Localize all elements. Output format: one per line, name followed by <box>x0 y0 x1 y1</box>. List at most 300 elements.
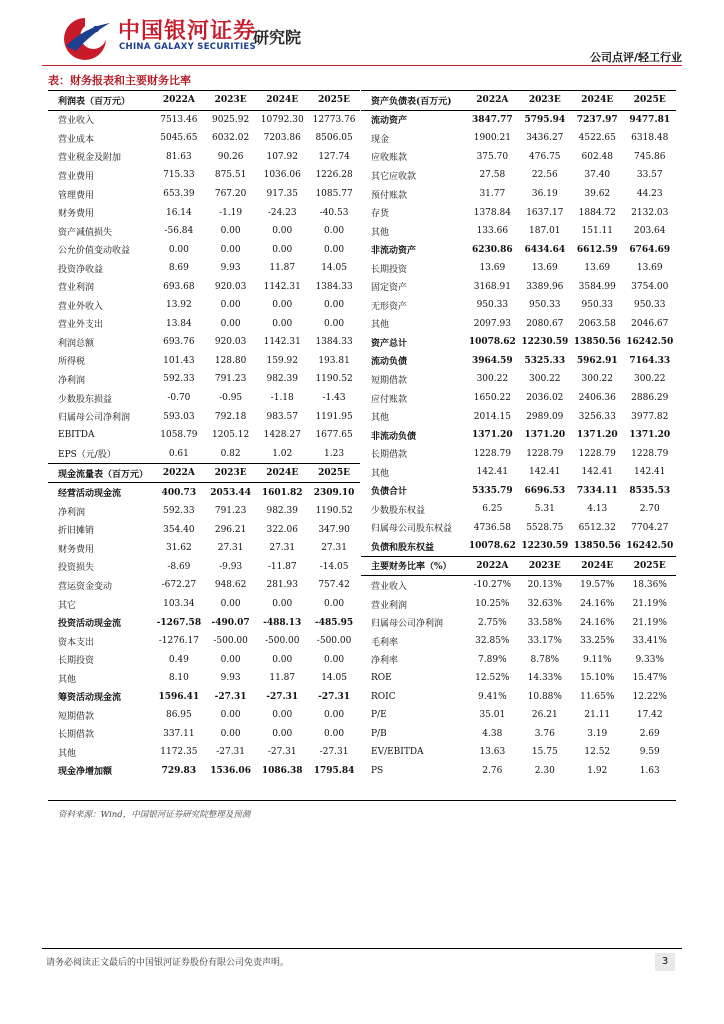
row-value: 3389.96 <box>526 281 564 292</box>
table-row <box>361 500 676 519</box>
row-value: 1190.52 <box>315 506 353 517</box>
row-value: 3977.82 <box>631 411 669 422</box>
row-value: 36.19 <box>531 189 558 199</box>
table-row <box>361 277 676 296</box>
row-value: 3436.27 <box>526 133 564 144</box>
table-row <box>48 725 360 744</box>
row-label: 其他 <box>371 468 390 479</box>
row-value: 1190.52 <box>315 374 353 385</box>
row-value: -500.00 <box>213 636 248 647</box>
row-label: 资产减值损失 <box>58 227 113 238</box>
table-row <box>361 222 676 241</box>
row-value: 745.86 <box>634 151 666 162</box>
source-note: 资料来源：Wind，中国银河证券研究院整理及预测 <box>58 810 251 820</box>
row-value: 0.00 <box>220 318 241 329</box>
row-value: 4736.58 <box>473 522 511 533</box>
row-label: 现金 <box>371 134 390 145</box>
row-value: 920.03 <box>214 337 247 348</box>
year-header: 2025E <box>308 91 360 111</box>
row-value: 950.33 <box>634 300 666 311</box>
row-value: 5045.65 <box>160 133 198 144</box>
row-value: 592.33 <box>163 374 195 385</box>
row-value: 9025.92 <box>212 114 250 125</box>
row-label: 短期借款 <box>371 375 408 386</box>
row-value: -11.87 <box>267 561 297 572</box>
table-row <box>361 632 676 651</box>
row-value: 1371.20 <box>524 430 566 441</box>
table-row <box>48 521 360 540</box>
section-title: 利润表（百万元） <box>48 91 153 111</box>
row-value: -500.00 <box>316 636 352 647</box>
row-value: 193.81 <box>318 355 350 366</box>
row-value: 0.00 <box>272 710 293 721</box>
table-row <box>361 352 676 371</box>
row-label: 非流动资产 <box>371 246 417 257</box>
row-value: -500.00 <box>264 636 300 647</box>
row-value: 15.75 <box>531 747 558 758</box>
row-value: 400.73 <box>161 487 197 498</box>
table-row <box>48 129 360 148</box>
section-header-row <box>48 91 360 111</box>
table-row <box>361 185 676 204</box>
row-value: 2053.44 <box>210 487 251 498</box>
row-value: 86.95 <box>165 710 192 721</box>
row-value: 1371.20 <box>629 430 671 441</box>
row-label: 投资净收益 <box>58 264 104 275</box>
row-value: 27.58 <box>479 170 506 181</box>
row-value: 14.05 <box>321 673 347 684</box>
row-value: 1228.79 <box>473 448 511 459</box>
row-value: 5325.33 <box>524 355 566 366</box>
row-value: -1.43 <box>322 393 346 404</box>
table-row <box>361 725 676 744</box>
table-row <box>361 203 676 222</box>
row-value: -8.69 <box>167 561 191 572</box>
row-value: -9.93 <box>219 561 243 572</box>
row-value: 44.23 <box>636 189 663 199</box>
row-value: 32.63% <box>527 599 562 610</box>
row-value: 10.88% <box>527 691 562 702</box>
row-value: -27.31 <box>267 747 297 758</box>
table-row <box>48 389 360 408</box>
row-value: 375.70 <box>476 151 509 162</box>
table-row <box>361 650 676 669</box>
row-value: -0.95 <box>219 393 243 404</box>
row-value: 476.75 <box>529 151 561 162</box>
row-label: 少数股东损益 <box>58 394 113 405</box>
table-row <box>48 277 360 296</box>
row-value: 142.41 <box>581 467 614 478</box>
row-value: 7704.27 <box>631 522 669 533</box>
row-value: 2097.93 <box>473 318 511 329</box>
row-value: 347.90 <box>318 524 350 535</box>
row-label: 经营活动现金流 <box>58 489 122 500</box>
row-value: 7.89% <box>478 654 507 665</box>
row-value: 1900.21 <box>473 133 511 144</box>
row-value: 602.48 <box>581 151 614 162</box>
row-value: 950.33 <box>476 300 509 311</box>
row-value: 21.19% <box>632 617 667 628</box>
row-value: -27.31 <box>318 691 351 702</box>
row-value: 24.16% <box>580 617 615 628</box>
row-label: 营业收入 <box>58 116 95 127</box>
table-row <box>361 166 676 185</box>
row-value: 128.80 <box>214 355 247 366</box>
row-value: 159.92 <box>266 355 298 366</box>
table-row <box>48 370 360 389</box>
row-label: 毛利率 <box>371 637 399 648</box>
row-value: 9.59 <box>639 747 660 758</box>
row-value: 0.49 <box>168 654 189 665</box>
row-value: 12.52% <box>475 673 510 684</box>
year-header: 2022A <box>466 91 518 111</box>
row-value: 4.13 <box>587 504 608 515</box>
row-value: -27.31 <box>216 747 246 758</box>
row-value: -27.31 <box>266 691 299 702</box>
row-value: 0.00 <box>168 244 189 255</box>
row-value: 0.00 <box>324 226 345 237</box>
row-value: 24.16% <box>580 599 615 610</box>
row-value: 0.00 <box>220 226 241 237</box>
row-value: 1205.12 <box>212 430 250 441</box>
row-value: 27.31 <box>269 543 296 554</box>
row-value: 8506.05 <box>315 133 353 144</box>
row-value: 0.61 <box>168 448 189 459</box>
table-row <box>48 502 360 521</box>
row-value: 0.00 <box>220 728 241 739</box>
row-label: 资本支出 <box>58 637 95 648</box>
row-value: 6318.48 <box>631 133 669 144</box>
row-value: 2886.29 <box>631 393 669 404</box>
table-row <box>361 259 676 278</box>
row-value: 2014.15 <box>473 411 511 422</box>
row-value: 0.82 <box>220 448 241 459</box>
table-section <box>361 91 676 557</box>
table-row <box>48 240 360 259</box>
row-value: 27.31 <box>321 543 347 554</box>
row-value: 13.69 <box>531 263 558 274</box>
table-row <box>48 333 360 352</box>
table-bottom-rule <box>48 800 676 801</box>
table-row <box>361 688 676 707</box>
table-row <box>48 762 360 781</box>
table-row <box>48 650 360 669</box>
row-value: 0.00 <box>220 244 241 255</box>
row-value: 1.92 <box>587 765 608 776</box>
row-value: 1536.06 <box>210 765 251 776</box>
table-row <box>48 632 360 651</box>
row-value: 22.56 <box>531 170 558 181</box>
row-value: 983.57 <box>266 411 298 422</box>
row-label: 少数股东权益 <box>371 505 426 516</box>
row-label: 长期借款 <box>371 450 408 461</box>
row-value: 300.22 <box>634 374 666 385</box>
row-value: 0.00 <box>324 244 345 255</box>
row-value: 982.39 <box>266 374 298 385</box>
row-label: 负债和股东权益 <box>371 542 435 553</box>
table-row <box>48 148 360 167</box>
row-value: 10.25% <box>475 599 510 610</box>
row-value: 1384.33 <box>315 337 353 348</box>
row-label: 管理费用 <box>58 190 95 201</box>
row-value: 592.33 <box>163 506 195 517</box>
section-title: 主要财务比率（%） <box>361 556 466 576</box>
row-value: 17.42 <box>636 710 663 721</box>
row-label: 筹资活动现金流 <box>58 693 122 704</box>
row-value: 1884.72 <box>578 207 616 218</box>
row-value: 0.00 <box>272 728 293 739</box>
year-header: 2023E <box>205 91 256 111</box>
row-value: 693.68 <box>163 281 195 292</box>
table-section <box>48 463 360 780</box>
institute-label: 研究院 <box>253 28 302 47</box>
row-label: 应付账款 <box>371 394 408 405</box>
row-value: 2.75% <box>478 617 507 628</box>
row-value: -10.27% <box>473 580 511 591</box>
row-value: 20.13% <box>527 580 562 591</box>
row-label: 营业税金及附加 <box>58 153 122 164</box>
row-value: 0.00 <box>324 300 345 311</box>
table-row <box>48 613 360 632</box>
row-value: 2063.58 <box>578 318 616 329</box>
row-value: 2309.10 <box>313 487 355 498</box>
row-value: 13850.56 <box>573 541 621 552</box>
row-value: 142.41 <box>634 467 666 478</box>
table-row <box>48 539 360 558</box>
row-value: 13.92 <box>165 300 192 311</box>
row-value: 7203.86 <box>263 133 301 144</box>
table-row <box>361 444 676 463</box>
table-row <box>361 481 676 500</box>
row-value: 103.34 <box>163 599 195 610</box>
row-value: 31.77 <box>479 189 506 199</box>
row-value: 2.69 <box>639 728 660 739</box>
table-row <box>48 407 360 426</box>
row-value: 90.26 <box>217 151 244 162</box>
table-row <box>361 426 676 445</box>
row-value: 1226.28 <box>315 170 353 181</box>
table-row <box>361 370 676 389</box>
row-value: 6032.02 <box>212 133 250 144</box>
row-value: 0.00 <box>220 300 241 311</box>
row-label: 营运资金变动 <box>58 581 113 592</box>
row-value: 1795.84 <box>313 765 355 776</box>
table-row <box>48 110 360 129</box>
row-value: 948.62 <box>214 580 247 591</box>
row-value: 81.63 <box>165 151 192 162</box>
row-value: 16242.50 <box>626 541 674 552</box>
row-value: 2989.09 <box>526 411 564 422</box>
row-value: 16242.50 <box>626 337 674 348</box>
row-label: 其他 <box>371 227 390 238</box>
row-value: 3.76 <box>534 728 555 739</box>
row-value: 19.57% <box>580 580 615 591</box>
year-header: 2022A <box>466 556 518 576</box>
row-value: -27.31 <box>319 747 349 758</box>
row-value: 33.17% <box>527 636 562 647</box>
row-value: 729.83 <box>161 765 197 776</box>
row-label: 投资活动现金流 <box>58 619 122 630</box>
row-label: 投资损失 <box>58 563 95 574</box>
table-row <box>48 185 360 204</box>
table-row <box>48 352 360 371</box>
row-value: 12.52 <box>584 747 611 758</box>
row-value: 1637.17 <box>526 207 564 218</box>
row-value: 187.01 <box>529 226 561 237</box>
row-label: 其他 <box>371 320 390 331</box>
row-label: 营业利润 <box>371 600 408 611</box>
row-value: 9.33% <box>635 654 665 665</box>
row-value: 9.93 <box>220 673 241 684</box>
row-value: 33.57 <box>636 170 663 181</box>
row-value: 1371.20 <box>471 430 513 441</box>
row-value: 7164.33 <box>629 355 671 366</box>
row-value: 3.19 <box>587 728 608 739</box>
row-value: 767.20 <box>214 189 247 199</box>
row-value: 203.64 <box>634 226 666 237</box>
table-row <box>48 706 360 725</box>
row-label: 归属母公司净利润 <box>58 413 131 424</box>
row-value: 15.47% <box>632 673 667 684</box>
row-label: 应收账款 <box>371 153 408 164</box>
row-value: 10792.30 <box>260 114 304 125</box>
row-value: 18.36% <box>632 580 667 591</box>
row-value: 2046.67 <box>631 318 669 329</box>
row-value: 322.06 <box>266 524 298 535</box>
row-label: 公允价值变动收益 <box>58 246 131 257</box>
row-value: 11.87 <box>269 673 296 684</box>
row-value: 13.69 <box>479 263 506 274</box>
row-value: 39.62 <box>584 189 611 199</box>
row-value: 5335.79 <box>471 485 513 496</box>
table-row <box>361 463 676 482</box>
row-value: 7513.46 <box>160 114 198 125</box>
table-row <box>361 519 676 538</box>
row-value: 982.39 <box>266 506 298 517</box>
table-row <box>361 129 676 148</box>
row-label: 负债合计 <box>371 487 408 498</box>
row-value: 0.00 <box>324 318 345 329</box>
row-value: -0.70 <box>167 393 191 404</box>
row-value: -27.31 <box>214 691 247 702</box>
row-label: 净利润 <box>58 375 86 386</box>
row-value: -1267.58 <box>156 617 202 628</box>
row-value: 1228.79 <box>631 448 669 459</box>
row-label: EBITDA <box>58 430 95 441</box>
row-value: 300.22 <box>529 374 561 385</box>
year-header: 2023E <box>519 556 571 576</box>
row-value: 1384.33 <box>315 281 353 292</box>
table-row <box>48 669 360 688</box>
row-value: 3168.91 <box>473 281 511 292</box>
section-title: 资产负债表(百万元) <box>361 91 466 111</box>
row-value: 917.35 <box>266 189 298 199</box>
row-value: 6512.32 <box>578 522 616 533</box>
row-value: 6696.53 <box>524 485 566 496</box>
brand-name-cn: 中国银河证券 <box>118 19 257 44</box>
table-row <box>48 558 360 577</box>
row-value: 0.00 <box>324 728 345 739</box>
row-label: 其他 <box>58 748 77 759</box>
row-value: 653.39 <box>163 189 195 199</box>
row-value: 31.62 <box>165 543 192 554</box>
table-row <box>361 240 676 259</box>
table-row <box>48 203 360 222</box>
row-value: 14.05 <box>321 263 347 274</box>
row-value: 32.85% <box>475 636 510 647</box>
row-label: 其他 <box>371 413 390 424</box>
row-value: 337.11 <box>163 728 195 739</box>
row-value: 1058.79 <box>160 430 198 441</box>
row-value: 1596.41 <box>158 691 200 702</box>
row-value: 13.69 <box>636 263 663 274</box>
row-label: 预付账款 <box>371 190 408 201</box>
row-value: 3847.77 <box>471 114 513 125</box>
row-value: 2132.03 <box>631 207 669 218</box>
row-value: 1086.38 <box>261 765 303 776</box>
row-value: 11.65% <box>580 691 615 702</box>
table-section <box>361 556 676 780</box>
row-value: 2036.02 <box>526 393 564 404</box>
row-value: 0.00 <box>324 599 345 610</box>
row-value: 21.11 <box>584 710 611 721</box>
row-label: 现金净增加额 <box>58 767 113 778</box>
row-value: 6434.64 <box>524 244 566 255</box>
table-row <box>48 688 360 707</box>
row-value: 8535.53 <box>629 485 671 496</box>
row-value: 1378.84 <box>473 207 511 218</box>
row-value: 1036.06 <box>263 170 301 181</box>
row-value: 9477.81 <box>629 114 671 125</box>
row-value: -14.05 <box>319 561 349 572</box>
row-value: 13.84 <box>165 318 192 329</box>
row-label: 财务费用 <box>58 209 95 220</box>
row-value: 4522.65 <box>578 133 616 144</box>
row-value: -24.23 <box>267 207 297 218</box>
row-value: 2.70 <box>639 504 660 515</box>
row-label: 流动资产 <box>371 116 408 127</box>
table-row <box>48 595 360 614</box>
row-value: 0.00 <box>272 318 293 329</box>
row-value: 107.92 <box>266 151 298 162</box>
row-value: 12230.59 <box>521 541 569 552</box>
row-value: 12230.59 <box>521 337 569 348</box>
row-value: -56.84 <box>164 226 194 237</box>
year-header: 2025E <box>308 463 360 483</box>
row-label: 固定资产 <box>371 283 408 294</box>
row-value: 6764.69 <box>629 244 671 255</box>
row-value: 1191.95 <box>315 411 353 422</box>
table-row <box>48 444 360 463</box>
year-header: 2022A <box>153 463 205 483</box>
row-value: 2.76 <box>482 765 503 776</box>
footer-disclaimer: 请务必阅读正文最后的中国银河证券股份有限公司免责声明。 <box>46 958 290 968</box>
table-row <box>361 743 676 762</box>
table-section <box>48 91 360 464</box>
row-value: 354.40 <box>163 524 195 535</box>
row-value: 35.01 <box>479 710 506 721</box>
row-label: P/E <box>371 710 387 721</box>
row-value: 300.22 <box>581 374 614 385</box>
section-title: 现金流量表（百万元） <box>48 463 153 483</box>
row-value: 33.41% <box>632 636 667 647</box>
row-label: PS <box>371 765 384 776</box>
row-value: 26.21 <box>531 710 558 721</box>
row-value: 27.31 <box>217 543 244 554</box>
row-value: 2.30 <box>534 765 555 776</box>
row-label: 其他 <box>58 674 77 685</box>
row-value: 37.40 <box>584 170 611 181</box>
